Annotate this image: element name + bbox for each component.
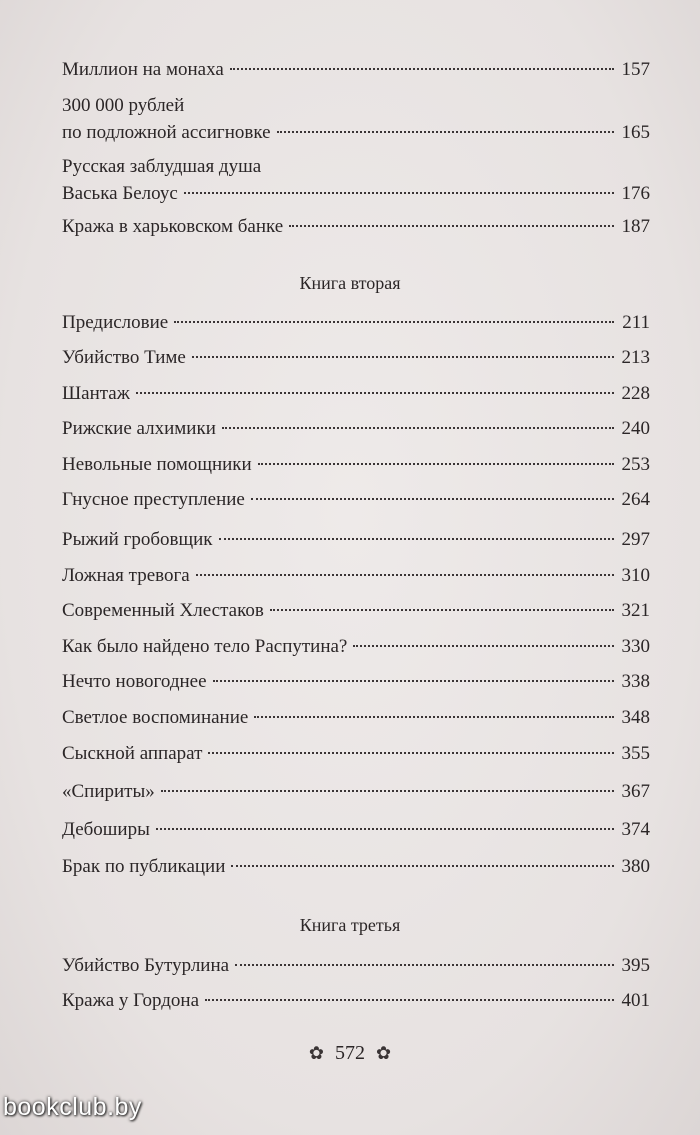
dot-leader [156, 828, 614, 830]
dot-leader [231, 865, 613, 867]
toc-entry-title: Светлое воспоминание [62, 707, 249, 728]
toc-entry-page: 157 [621, 59, 650, 80]
toc-entry [62, 213, 650, 240]
dot-leader [184, 192, 614, 194]
toc-entry [62, 562, 650, 589]
toc-entry-title: Сыскной аппарат [62, 743, 203, 764]
toc-entry-page: 338 [621, 671, 650, 692]
toc-entry-page: 187 [621, 216, 650, 237]
toc-entry-title: Рижские алхимики [62, 418, 216, 439]
toc-entry-page: 253 [621, 454, 650, 475]
toc-entry-title: Кража в харьковском банке [62, 216, 284, 237]
toc-entry [62, 486, 650, 513]
toc-entry-page: 211 [622, 312, 650, 333]
toc-entry-title: «Спириты» [62, 781, 155, 802]
toc-entry-title: Дебоширы [62, 819, 150, 840]
watermark: bookclub.by [3, 1093, 142, 1121]
toc-entry [62, 853, 650, 880]
toc-entry [62, 740, 650, 767]
dot-leader [174, 321, 614, 323]
toc-entry-page: 374 [621, 819, 650, 840]
page-footer [0, 1042, 700, 1065]
toc-entry-page: 176 [621, 183, 650, 204]
toc-entry [62, 778, 650, 805]
dot-leader [136, 392, 614, 394]
toc-entry [62, 344, 650, 371]
toc-entry-title: Предисловие [62, 312, 169, 333]
toc-entry [62, 56, 650, 83]
dot-leader [161, 790, 614, 792]
toc-entry [62, 451, 650, 478]
toc-entry [62, 704, 650, 731]
toc-entry [62, 153, 650, 207]
dot-leader [353, 645, 613, 647]
toc-entry-title-line1: Русская заблудшая душа [62, 156, 262, 177]
section-heading: Книга вторая [299, 273, 401, 293]
toc-entry-page: 297 [621, 529, 650, 550]
toc-entry [62, 415, 650, 442]
toc-entry-page: 240 [621, 418, 650, 439]
toc-entry [62, 309, 650, 336]
toc-entry [62, 597, 650, 624]
dot-leader [205, 999, 614, 1001]
toc-entry-page: 401 [621, 990, 650, 1011]
ornament-right-icon: ✿ [376, 1043, 392, 1063]
dot-leader [258, 463, 614, 465]
toc-entry-title: Ложная тревога [62, 565, 190, 586]
toc-entry-title: Шантаж [62, 383, 130, 404]
toc-entry-title: Убийство Тиме [62, 347, 186, 368]
dot-leader [277, 131, 614, 133]
toc-entry [62, 987, 650, 1014]
toc-entry-page: 330 [621, 636, 650, 657]
dot-leader [235, 964, 613, 966]
toc-entry-title: Как было найдено тело Распутина? [62, 636, 348, 657]
toc-entry [62, 92, 650, 146]
toc-entry-title: Васька Белоус [62, 183, 178, 204]
toc-entry-page: 165 [621, 122, 650, 143]
dot-leader [222, 427, 614, 429]
dot-leader [251, 498, 614, 500]
toc-entry-title: Кража у Гордона [62, 990, 199, 1011]
toc-entry-title: по подложной ассигновке [62, 122, 271, 143]
toc-entry-page: 213 [621, 347, 650, 368]
toc-entry-title: Невольные помощники [62, 454, 252, 475]
toc-entry [62, 633, 650, 660]
dot-leader [213, 680, 614, 682]
toc-entry-title: Современный Хлестаков [62, 600, 264, 621]
dot-leader [270, 609, 614, 611]
toc-entry-title: Рыжий гробовщик [62, 529, 213, 550]
toc-entry-title: Брак по публикации [62, 856, 226, 877]
dot-leader [208, 752, 613, 754]
toc-entry-page: 380 [621, 856, 650, 877]
toc-entry [62, 816, 650, 843]
dot-leader [192, 356, 614, 358]
toc-entry-page: 321 [621, 600, 650, 621]
toc-entry-page: 367 [621, 781, 650, 802]
dot-leader [289, 225, 613, 227]
toc-entry [62, 526, 650, 553]
toc-entry [62, 952, 650, 979]
toc-entry [62, 668, 650, 695]
dot-leader [254, 716, 613, 718]
dot-leader [230, 68, 614, 70]
toc-entry-page: 228 [621, 383, 650, 404]
toc-entry-page: 348 [621, 707, 650, 728]
ornament-left-icon: ✿ [308, 1043, 324, 1063]
toc-entry-title: Нечто новогоднее [62, 671, 207, 692]
toc-entry-title-line1: 300 000 рублей [62, 95, 185, 116]
page-number: 572 [335, 1042, 365, 1064]
toc-entry-page: 264 [621, 489, 650, 510]
toc-entry-title: Миллион на монаха [62, 59, 224, 80]
section-heading: Книга третья [299, 915, 401, 935]
toc-entry-page: 395 [621, 955, 650, 976]
toc-entry-page: 310 [621, 565, 650, 586]
dot-leader [196, 574, 614, 576]
dot-leader [219, 538, 614, 540]
toc-entry-page: 355 [621, 743, 650, 764]
toc-entry-title: Убийство Бутурлина [62, 955, 230, 976]
toc-entry-title: Гнусное преступление [62, 489, 245, 510]
toc-entry [62, 380, 650, 407]
